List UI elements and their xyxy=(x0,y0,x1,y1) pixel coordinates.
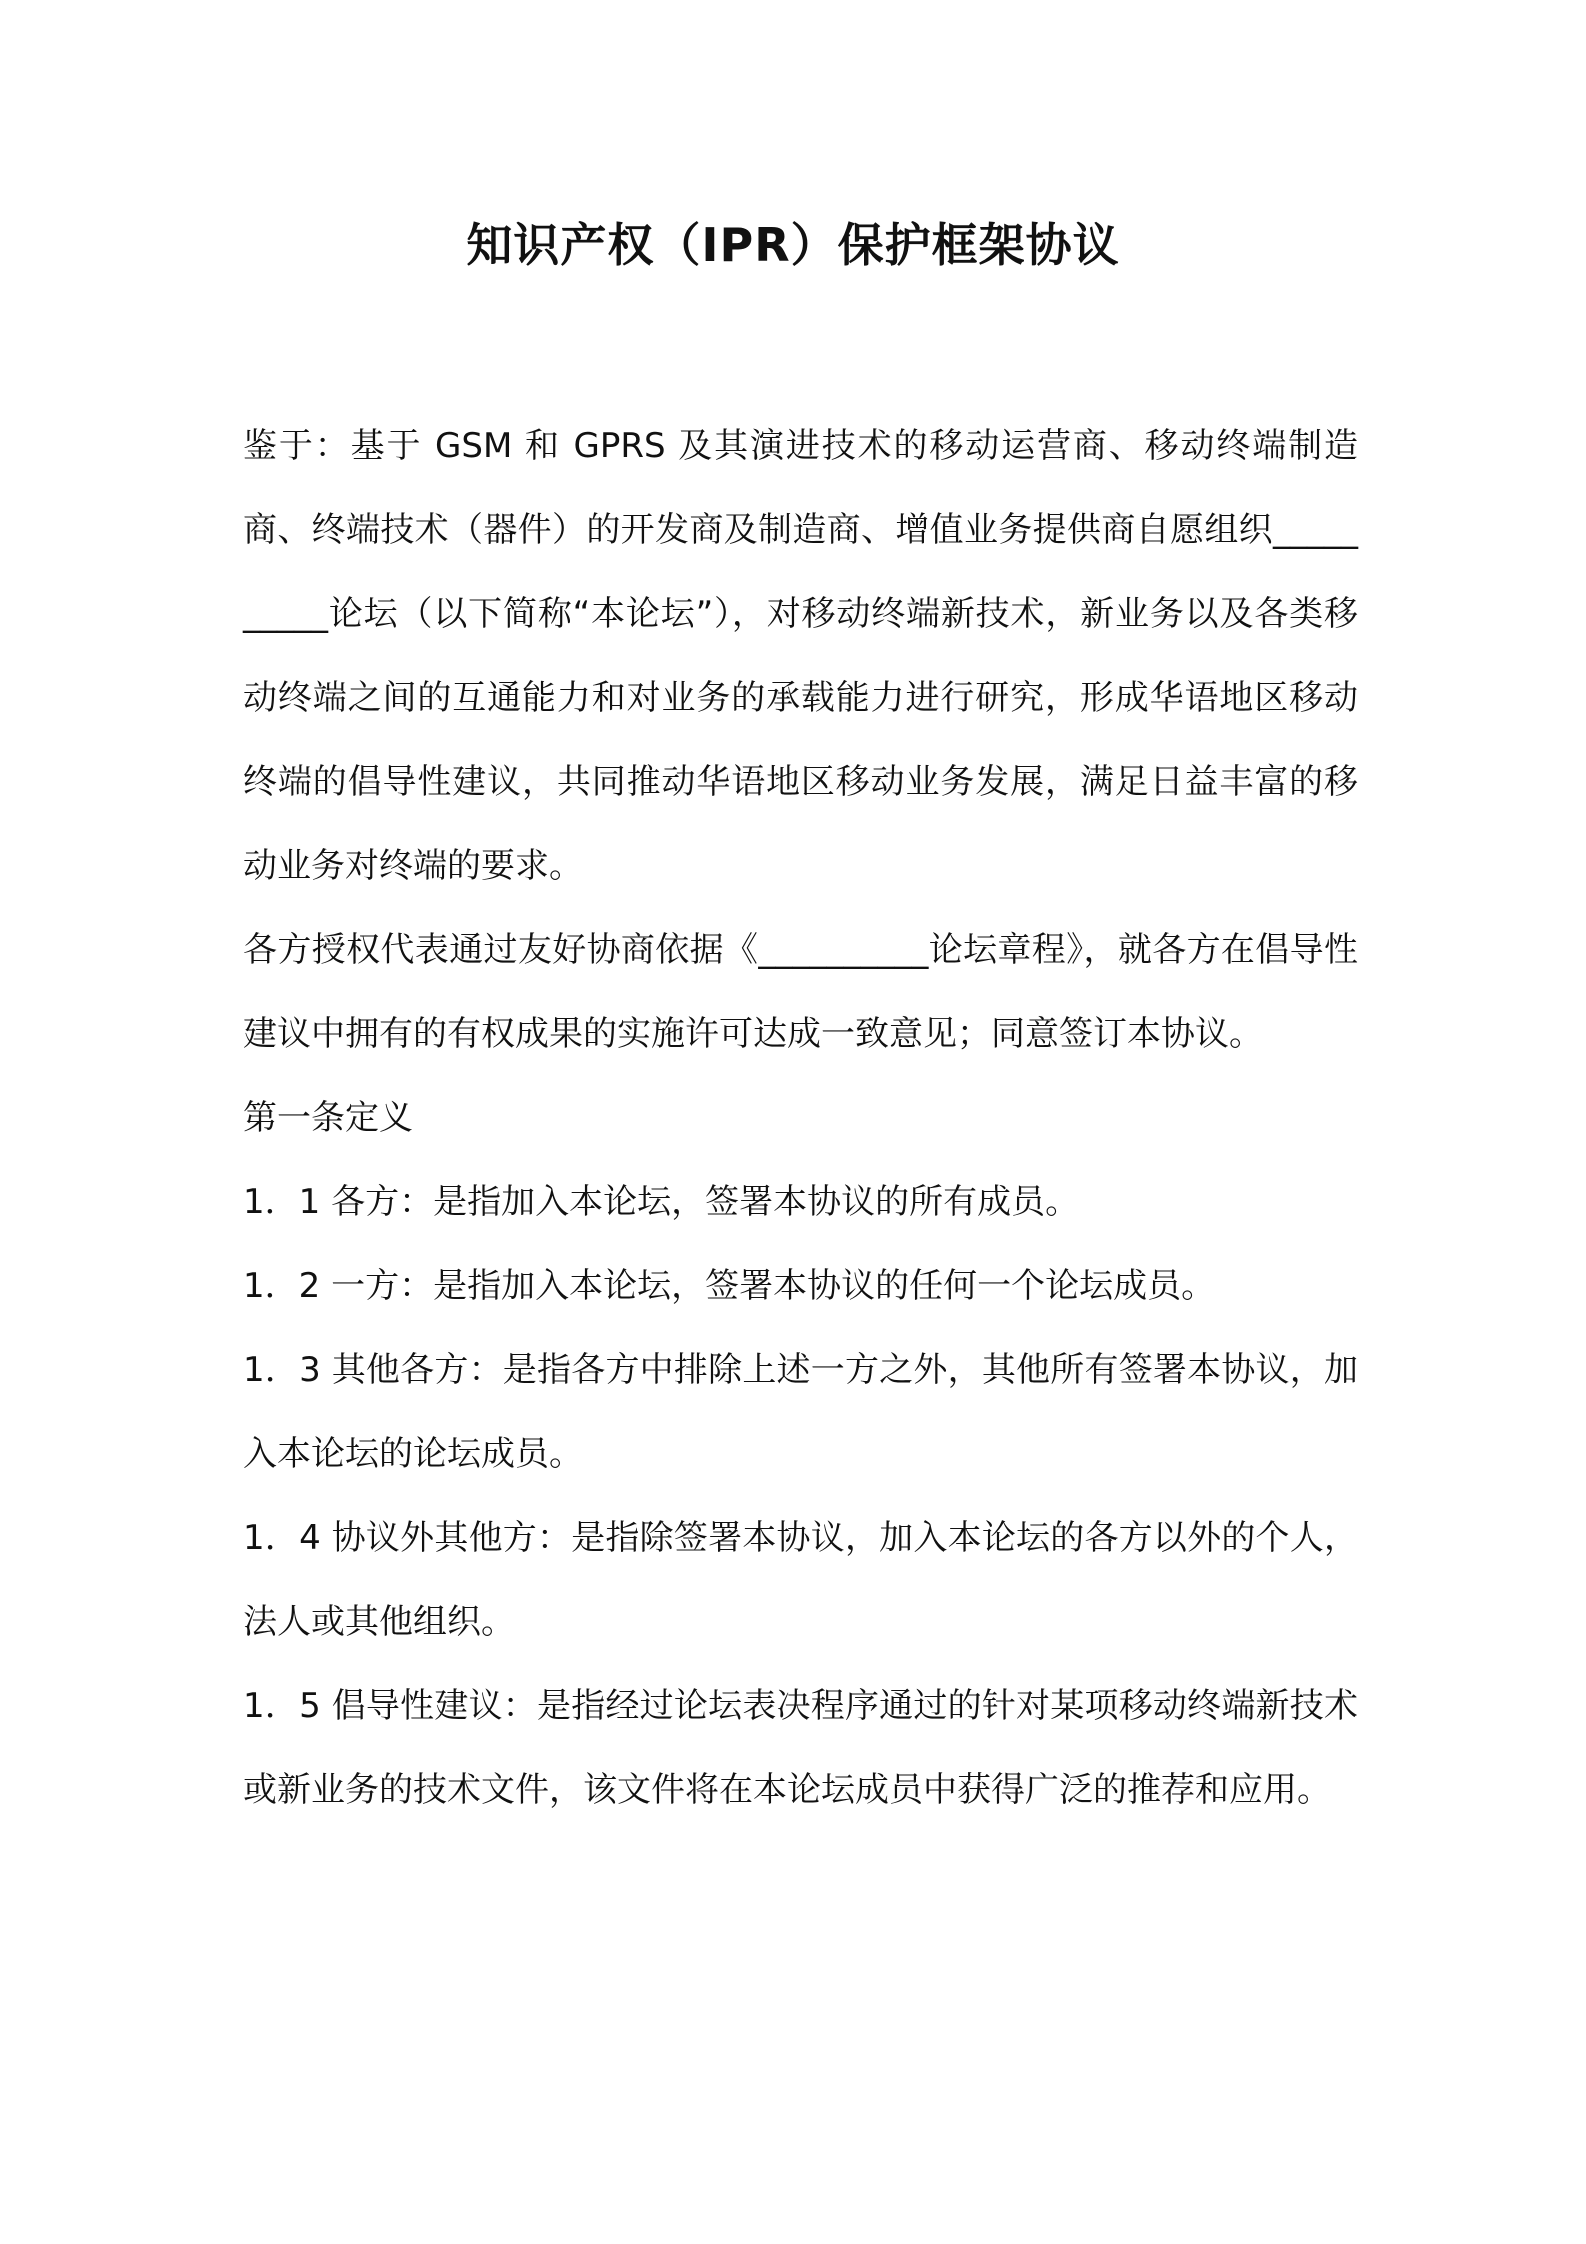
clause-1-2: 1．2 一方：是指加入本论坛，签署本协议的任何一个论坛成员。 xyxy=(243,1266,1216,1306)
paragraph-authorization: 各方授权代表通过友好协商依据《__________论坛章程》，就各方在倡导性建议中拥有的有权成果的实施许可达成一致意见；同意签订本协议。 xyxy=(243,930,1358,1054)
clause-1-3: 1．3 其他各方：是指各方中排除上述一方之外，其他所有签署本协议，加入本论坛的论坛成员。 xyxy=(243,1350,1358,1474)
paragraph-preamble: 鉴于：基于 GSM 和 GPRS 及其演进技术的移动运营商、移动终端制造商、终端技术（器件）的开发商及制造商、增值业务提供商自愿组织__________论坛（以下简称“本论坛”），对移动终端新技术，新业务以及各类移动终端之间的互通能力和对业务的承载能力进行研究，形成华语地区移动终端的倡导性建议，共同推动华语地区移动业务发展，满足日益丰富的移动业务对终端的要求。 xyxy=(243,426,1358,886)
clause-1-1: 1．1 各方：是指加入本论坛，签署本协议的所有成员。 xyxy=(243,1182,1080,1222)
clause-1-5: 1．5 倡导性建议：是指经过论坛表决程序通过的针对某项移动终端新技术或新业务的技术文件，该文件将在本论坛成员中获得广泛的推荐和应用。 xyxy=(243,1686,1358,1810)
clause-1-4: 1．4 协议外其他方：是指除签署本协议，加入本论坛的各方以外的个人，法人或其他组织。 xyxy=(243,1518,1358,1642)
document-title: 知识产权（IPR）保护框架协议 xyxy=(466,218,1120,272)
document-body xyxy=(243,404,1358,1832)
section-heading-article-1: 第一条定义 xyxy=(243,1098,413,1138)
